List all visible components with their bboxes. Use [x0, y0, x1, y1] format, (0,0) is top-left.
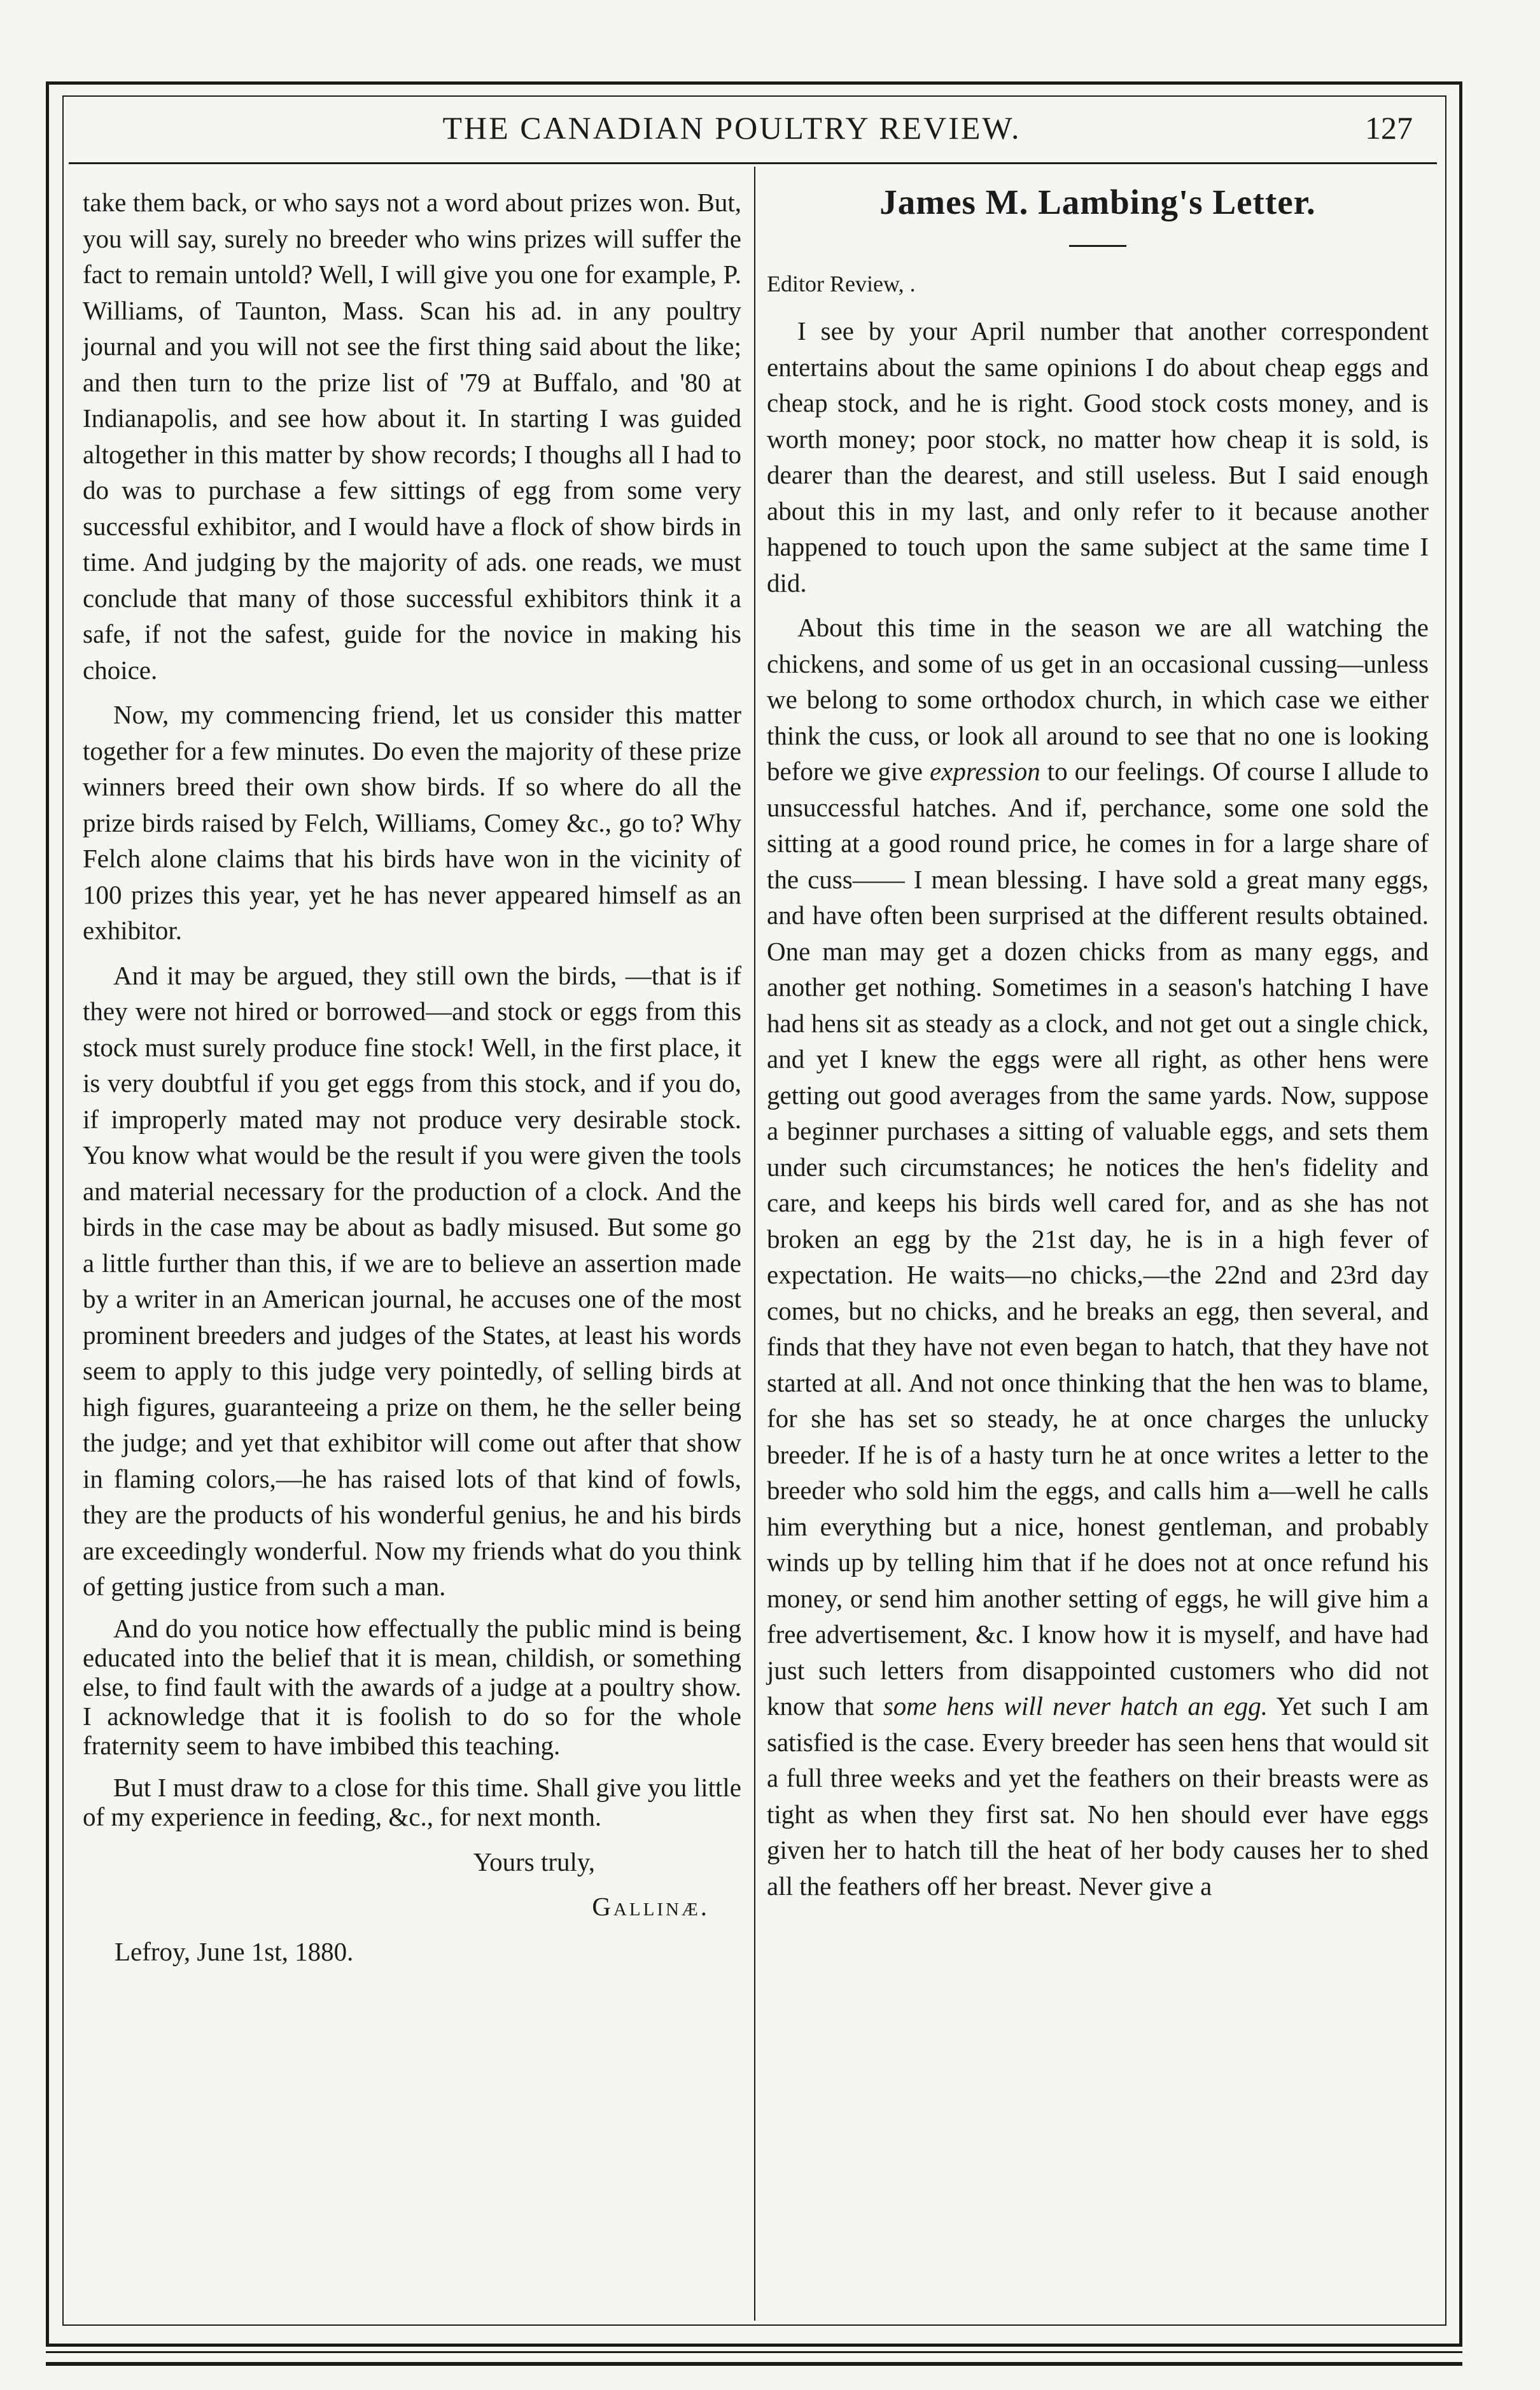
italic-expression: expression [929, 757, 1040, 786]
letter-dateline: Lefroy, June 1st, 1880. [115, 1936, 354, 1966]
left-paragraph-5: But I must draw to a close for this time. Shall give you little of my experience in feeding, &c., for next month. [83, 1772, 741, 1831]
article-title: James M. Lambing's Letter. [879, 183, 1316, 221]
italic-some-hens: some hens will never hatch an egg. [883, 1691, 1268, 1721]
right-column [767, 185, 1429, 1913]
left-paragraph-2: Now, my commencing friend, let us consider this matter together for a few minutes. Do even the majority of these prize winners breed their own show birds. If so where do all the prize birds raised by Felch, Williams, Comey &c., go to? Why Felch alone claims that his birds have won in the vicinity of 100 prizes this year, yet he has never appeared himself as an exhibitor. [83, 700, 741, 945]
bottom-rule-thick [46, 2362, 1462, 2366]
right-paragraph-1: I see by your April number that another correspondent entertains about the same opinions I do about cheap eggs and cheap stock, and he is right. Good stock costs money, and is worth money; poor stock, no matter how cheap it is sold, is dearer than the dearest, and still useless. But I said enough about this in my last, and only refer to it because another happened to touch upon the same subject at the same time I did. [767, 316, 1429, 598]
right-paragraph-2-part-a: About this time in the season we are all watching the chickens, and some of us get in an occasional cussing—unless we belong to some orthodox church, in which case we either think the cuss, or look all around to see that no one is looking before we give [767, 613, 1429, 786]
right-paragraph-2-part-c: Yet such I am satisfied is the case. Every breeder has seen hens that would sit a full three weeks and yet the feathers on their breasts were as tight as when they first sat. No hen should ever have eggs given her to hatch till the heat of her body causes her to shed all the feathers off her breast. Never give a [767, 1691, 1429, 1901]
bottom-rule-thin [46, 2351, 1462, 2353]
left-paragraph-4: And do you notice how effectually the public mind is being educated into the belief that it is mean, childish, or something else, to find fault with the awards of a judge at a poultry show. I acknowledge that it is foolish to do so for the whole fraternity seem to have imbibed this teaching. [83, 1613, 741, 1760]
right-paragraph-2-part-b: to our feelings. Of course I allude to unsuccessful hatches. And if, perchance, some one sold the sitting at a good round price, he comes in for a large share of the cuss—— I mean blessing. I have sold a great many eggs, and have often been surprised at the different results obtained. One man may get a dozen chicks from as many eggs, and another get nothing. Sometimes in a season's hatching I have had hens sit as steady as a clock, and not get out a single chick, and yet I knew the eggs were all right, as other hens were getting out good averages from the same yards. Now, suppose a beginner purchases a sitting of valuable eggs, and sets them under such circumstances; he notices the hen's fidelity and care, and keeps his birds well cared for, and as she has not broken an egg by the 21st day, he is in a high fever of expectation. He waits—no chicks,—the 22nd and 23rd day comes, but no chicks, and he breaks an egg, then several, and finds that they have not even began to hatch, that they have not started at all. And not once thinking that the hen was to blame, for she has set so steady, he at once charges the unlucky breeder. If he is of a hasty turn he at once writes a letter to the breeder who sold him the eggs, and calls him a—well he calls him everything but a nice, honest gentleman, and probably winds up by telling him that if he does not at once refund his money, or send him another setting of eggs, he will give him a free advertisement, &c. I know how it is myself, and have had just such letters from disappointed customers who did not know that [767, 757, 1429, 1721]
left-paragraph-1: take them back, or who says not a word about prizes won. But, you will say, surely no breeder who wins prizes will suffer the fact to remain untold? Well, I will give you one for example, P. Williams, of Taunton, Mass. Scan his ad. in any poultry journal and you will not see the first thing said about the like; and then turn to the prize list of '79 at Buffalo, and '80 at Indianapolis, and see how about it. In starting I was guided altogether in this matter by show records; I thoughs all I had to do was to purchase a few sittings of egg from some very successful exhibitor, and I would have a flock of show birds in time. And judging by the majority of ads. one reads, we must conclude that many of those successful exhibitors think it a safe, if not the safest, guide for the novice in making his choice. [83, 188, 741, 685]
salutation: Editor Review, . [767, 271, 916, 297]
header-rule [69, 162, 1437, 164]
column-divider [754, 167, 755, 2321]
left-paragraph-3: And it may be argued, they still own the birds, —that is if they were not hired or borrowed—and stock or eggs from this stock must surely produce fine stock! Well, in the first place, it is very doubtful if you get eggs from this stock, and if you do, if improperly mated may not produce very desirable stock. You know what would be the result if you were given the tools and material necessary for the production of a clock. And the birds in the case may be about as badly misused. But some go a little further than this, if we are to believe an assertion made by a writer in an American journal, he accuses one of the most prominent breeders and judges of the States, at least his words seem to apply to this judge very pointedly, of selling birds at high figures, guaranteeing a prize on them, he the seller being the judge; and yet that exhibitor will come out after that show in flaming colors,—he has raised lots of that kind of fowls, they are the products of his wonderful genius, he and his birds are exceedingly wonderful. Now my friends what do you think of getting justice from such a man. [83, 960, 741, 1601]
running-head-title: THE CANADIAN POULTRY REVIEW. [442, 110, 1021, 146]
letter-signature: Gallinæ. [592, 1892, 710, 1921]
left-column [83, 185, 741, 1978]
letter-closing: Yours truly, [473, 1847, 595, 1876]
page-number: 127 [1365, 110, 1413, 146]
title-rule [1069, 245, 1126, 247]
right-paragraph-2 [767, 610, 1429, 1904]
